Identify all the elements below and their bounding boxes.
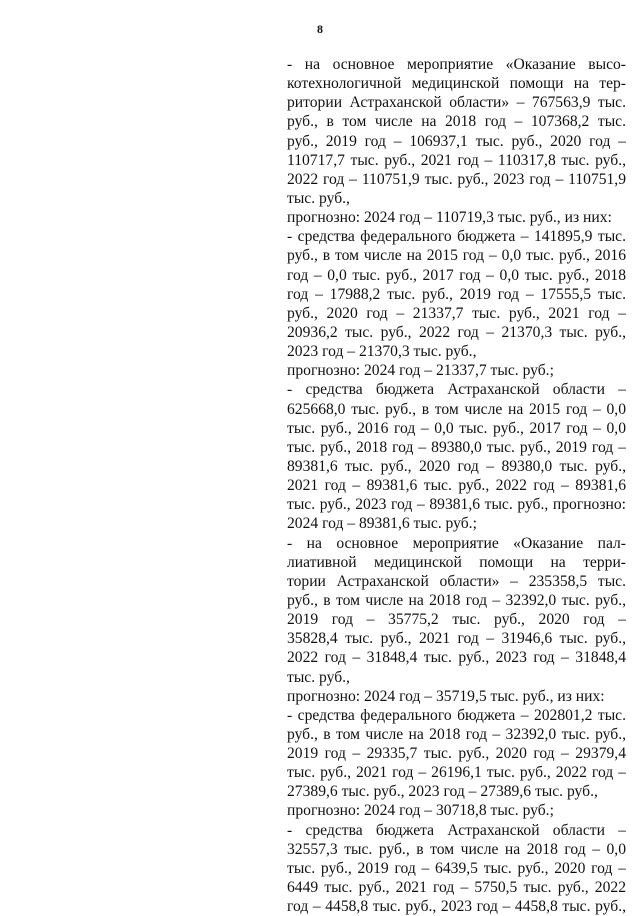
text-line: - средства федерального бюджета – 141895,9 тыс. [287, 228, 626, 246]
text-line: год – 17988,2 тыс. руб., 2019 год – 17555,5 тыс. [287, 285, 626, 303]
text-line: - на основное мероприятие «Оказание пал- [287, 534, 626, 552]
text-line: руб., в том числе на 2018 год – 32392,0 тыс. руб., [287, 725, 626, 743]
text-line: прогнозно: 2024 год – 110719,3 тыс. руб., из них: [287, 209, 612, 227]
text-line: тыс. руб., [287, 189, 350, 207]
text-line: год – 4458,8 тыс. руб., 2023 год – 4458,8 тыс. руб., [287, 898, 626, 916]
text-line: тории Астраханской области» – 235358,5 тыс. [287, 572, 626, 590]
text-line: 35828,4 тыс. руб., 2021 год – 31946,6 тыс. руб., [287, 630, 626, 648]
text-line: 625668,0 тыс. руб., в том числе на 2015 год – 0,0 [287, 400, 626, 418]
text-line: 2019 год – 35775,2 тыс. руб., 2020 год – [287, 611, 626, 629]
text-line: 2019 год – 29335,7 тыс. руб., 2020 год – 29379,4 [287, 745, 626, 763]
text-line: тыс. руб., 2018 год – 89380,0 тыс. руб., 2019 год – [287, 438, 626, 456]
text-line: - на основное мероприятие «Оказание высо- [287, 56, 626, 73]
text-line: руб., 2020 год – 21337,7 тыс. руб., 2021 год – [287, 304, 626, 322]
text-line: 27389,6 тыс. руб., 2023 год – 27389,6 тыс. руб., [287, 783, 598, 801]
text-line: 20936,2 тыс. руб., 2022 год – 21370,3 тыс. руб., [287, 323, 626, 341]
text-line: руб., в том числе на 2018 год – 107368,2 тыс. [287, 113, 626, 131]
document-body-text [287, 55, 626, 916]
text-line: прогнозно: 2024 год – 21337,7 тыс. руб.; [287, 362, 554, 380]
text-line: котехнологичной медицинской помощи на тер- [287, 75, 626, 93]
text-line: тыс. руб., 2023 год – 89381,6 тыс. руб., прогнозно: [287, 496, 626, 514]
text-line: 2021 год – 89381,6 тыс. руб., 2022 год – 89381,6 [287, 477, 626, 495]
text-line: руб., в том числе на 2015 год – 0,0 тыс. руб., 2016 [287, 247, 626, 265]
text-line: тыс. руб., 2021 год – 26196,1 тыс. руб., 2022 год – [287, 764, 626, 782]
text-line: 2023 год – 21370,3 тыс. руб., [287, 343, 477, 361]
text-line: лиативной медицинской помощи на терри- [287, 553, 626, 571]
text-line: 2022 год – 110751,9 тыс. руб., 2023 год – 110751,9 [287, 170, 626, 188]
text-line: год – 0,0 тыс. руб., 2017 год – 0,0 тыс. руб., 2018 [287, 266, 626, 284]
text-line: руб., в том числе на 2018 год – 32392,0 тыс. руб., [287, 591, 626, 609]
text-line: руб., 2019 год – 106937,1 тыс. руб., 2020 год – [287, 132, 626, 150]
text-line: тыс. руб., [287, 668, 350, 686]
text-line: 110717,7 тыс. руб., 2021 год – 110317,8 тыс. руб., [287, 151, 626, 169]
text-line: - средства бюджета Астраханской области – [287, 381, 626, 399]
page-number: 8 [317, 22, 323, 36]
text-line: прогнозно: 2024 год – 35719,5 тыс. руб., из них: [287, 687, 605, 705]
text-line: - средства федерального бюджета – 202801,2 тыс. [287, 706, 626, 724]
text-line: тыс. руб., 2016 год – 0,0 тыс. руб., 2017 год – 0,0 [287, 419, 626, 437]
text-line: 89381,6 тыс. руб., 2020 год – 89380,0 тыс. руб., [287, 457, 626, 475]
text-line: - средства бюджета Астраханской области – [287, 821, 626, 839]
text-line: 2022 год – 31848,4 тыс. руб., 2023 год – 31848,4 [287, 649, 626, 667]
text-line: ритории Астраханской области» – 767563,9 тыс. [287, 94, 626, 112]
text-line: 6449 тыс. руб., 2021 год – 5750,5 тыс. руб., 2022 [287, 879, 626, 897]
text-line: прогнозно: 2024 год – 30718,8 тыс. руб.; [287, 802, 554, 820]
text-line: 32557,3 тыс. руб., в том числе на 2018 год – 0,0 [287, 840, 626, 858]
text-line: 2024 год – 89381,6 тыс. руб.; [287, 515, 477, 533]
text-line: тыс. руб., 2019 год – 6439,5 тыс. руб., 2020 год – [287, 859, 626, 877]
